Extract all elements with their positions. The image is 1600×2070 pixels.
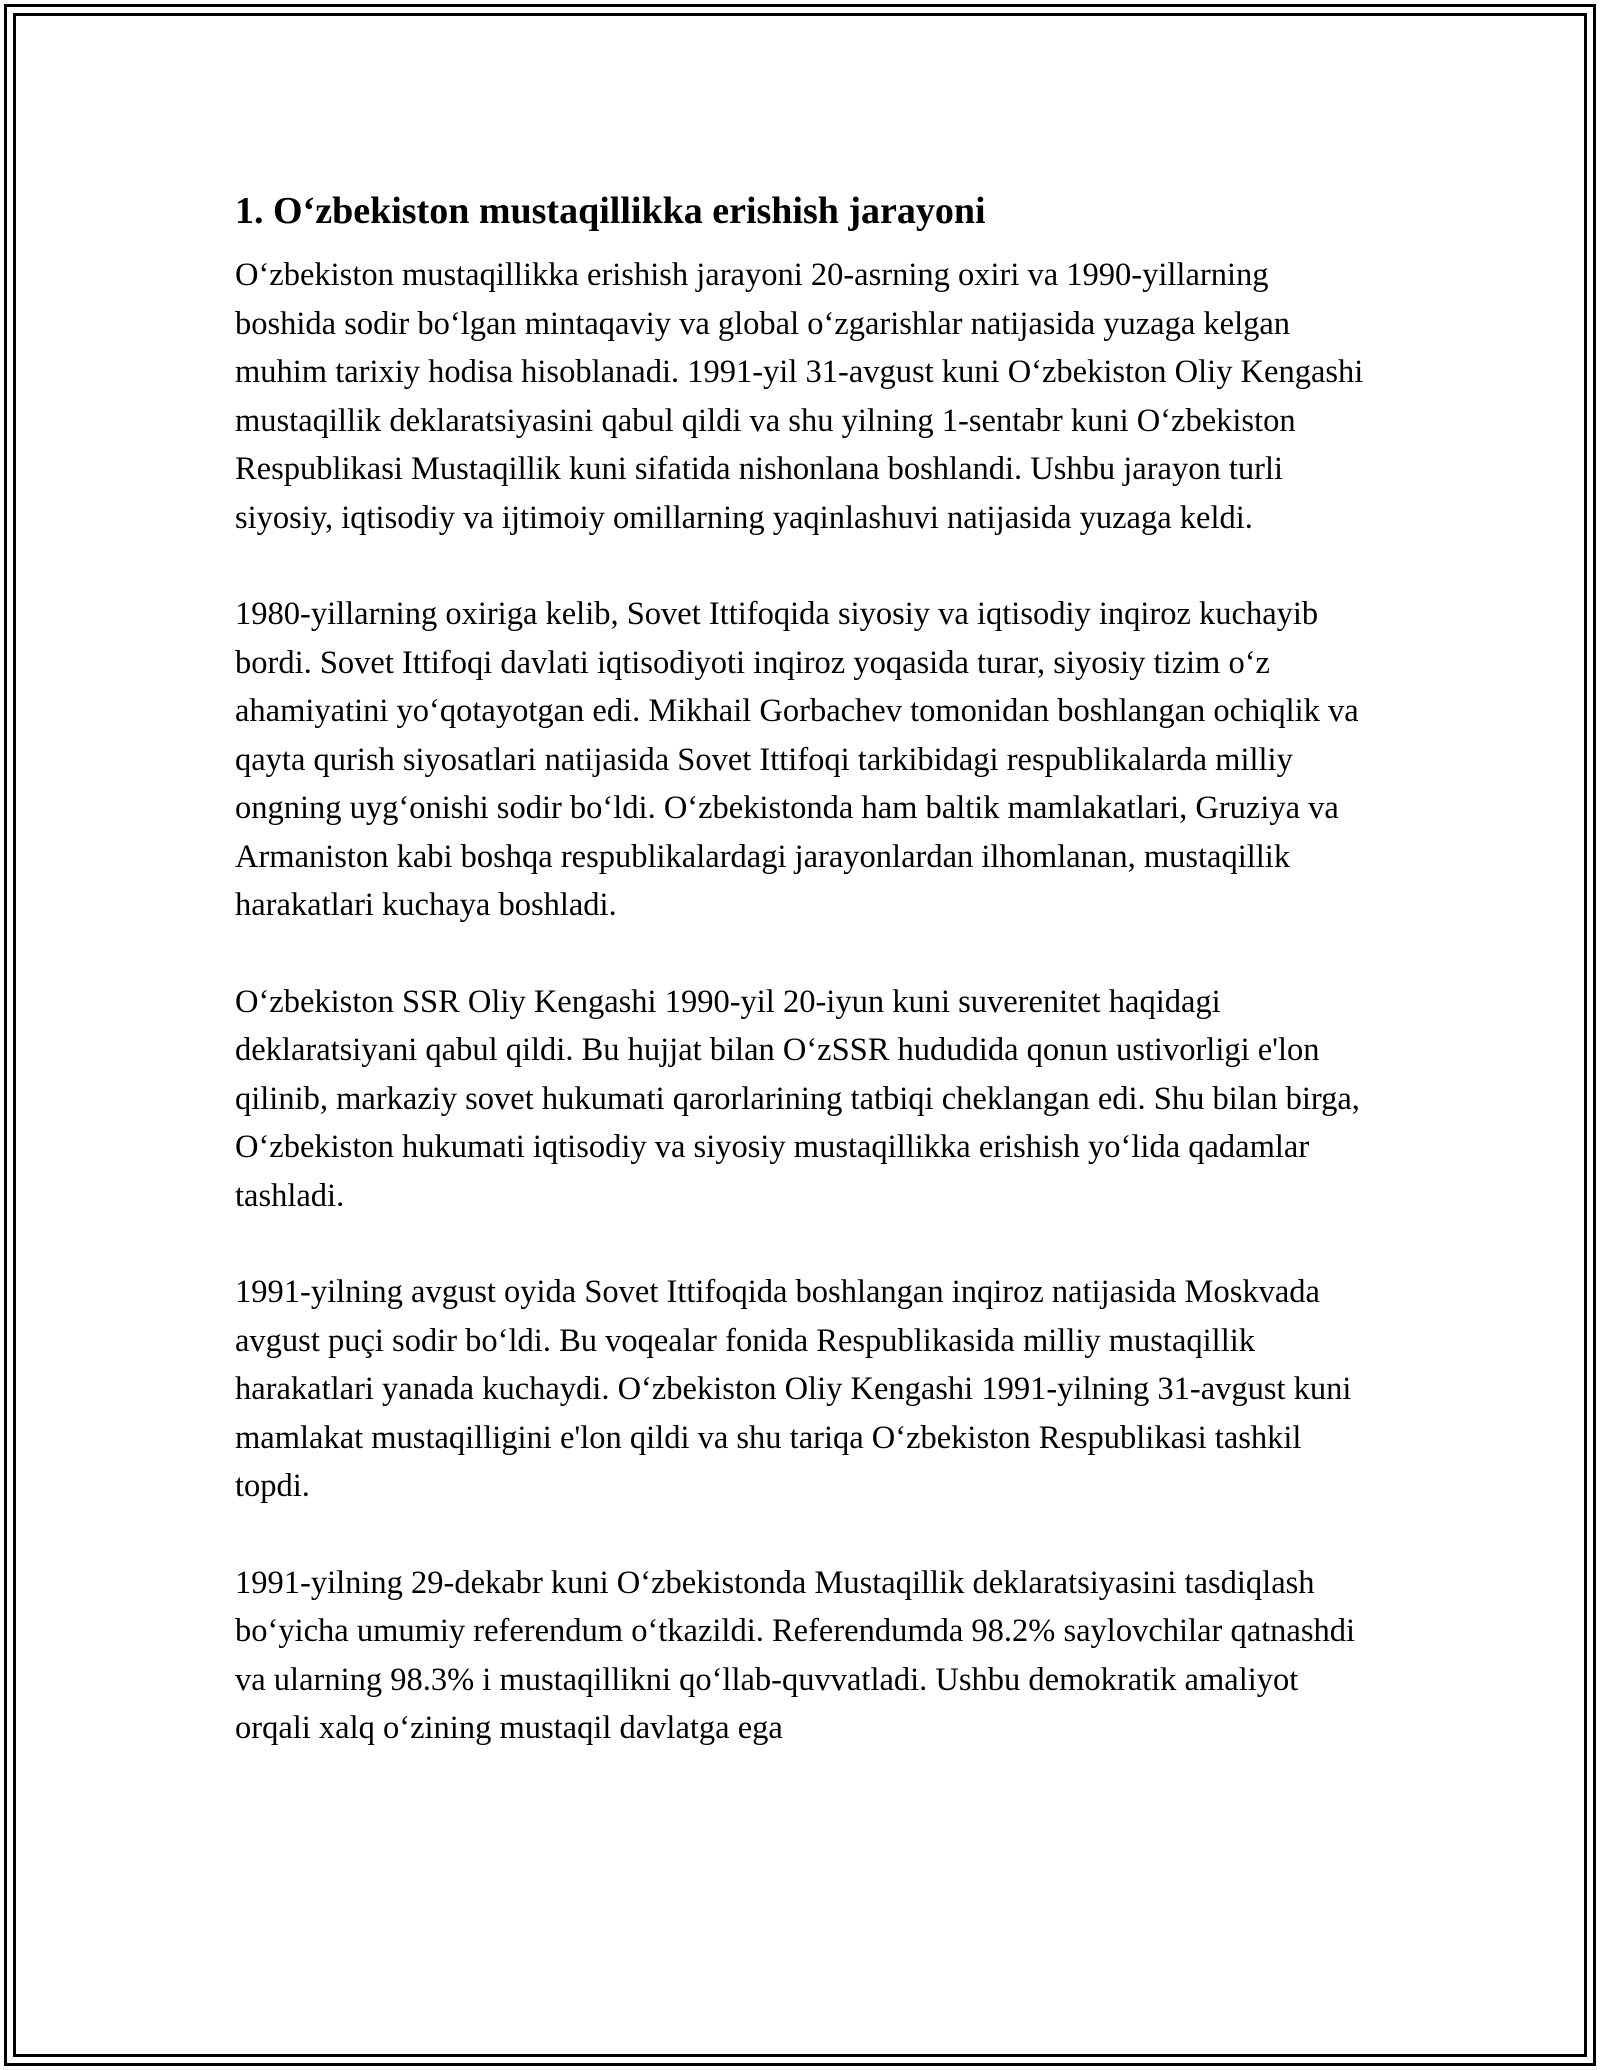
document-body bbox=[235, 185, 1375, 1801]
paragraph-2: 1980-yillarning oxiriga kelib, Sovet Ittifoqida siyosiy va iqtisodiy inqiroz kuchayib bordi. Sovet Ittifoqi davlati iqtisodiyoti inqiroz yoqasida turar, siyosiy tizim o‘z ahamiyatini yo‘qotayotgan edi. Mikhail Gorbachev tomonidan boshlangan ochiqlik va qayta qurish siyosatlari natijasida Sovet Ittifoqi tarkibidagi respublikalarda milliy ongning uyg‘onishi sodir bo‘ldi. O‘zbekistonda ham baltik mamlakatlari, Gruziya va Armaniston kabi boshqa respublikalardagi jarayonlardan ilhomlanan, mustaqillik harakatlari kuchaya boshladi. bbox=[235, 596, 1359, 923]
paragraph-5: 1991-yilning 29-dekabr kuni O‘zbekistonda Mustaqillik deklaratsiyasini tasdiqlash bo‘yicha umumiy referendum o‘tkazildi. Referendumda 98.2% saylovchilar qatnashdi va ularning 98.3% i mustaqillikni qo‘llab-quvvatladi. Ushbu demokratik amaliyot orqali xalq o‘zining mustaqil davlatga ega bbox=[235, 1564, 1355, 1746]
section-heading: 1. O‘zbekiston mustaqillikka erishish jarayoni bbox=[235, 190, 986, 232]
paragraph-4: 1991-yilning avgust oyida Sovet Ittifoqida boshlangan inqiroz natijasida Moskvada avgust puçi sodir bo‘ldi. Bu voqealar fonida Respublikasida milliy mustaqillik harakatlari yanada kuchaydi. O‘zbekiston Oliy Kengashi 1991-yilning 31-avgust kuni mamlakat mustaqilligini e'lon qildi va shu tariqa O‘zbekiston Respublikasi tashkil topdi. bbox=[235, 1274, 1352, 1504]
paragraph-1: O‘zbekiston mustaqillikka erishish jarayoni 20-asrning oxiri va 1990-yillarning boshida sodir bo‘lgan mintaqaviy va global o‘zgarishlar natijasida yuzaga kelgan muhim tarixiy hodisa hisoblanadi. 1991-yil 31-avgust kuni O‘zbekiston Oliy Kengashi mustaqillik deklaratsiyasini qabul qildi va shu yilning 1-sentabr kuni O‘zbekiston Respublikasi Mustaqillik kuni sifatida nishonlana boshlandi. Ushbu jarayon turli siyosiy, iqtisodiy va ijtimoiy omillarning yaqinlashuvi natijasida yuzaga keldi. bbox=[235, 257, 1364, 536]
paragraph-3: O‘zbekiston SSR Oliy Kengashi 1990-yil 20-iyun kuni suverenitet haqidagi deklaratsiyani qabul qildi. Bu hujjat bilan O‘zSSR hududida qonun ustivorligi e'lon qilinib, markaziy sovet hukumati qarorlarining tatbiqi cheklangan edi. Shu bilan birga, O‘zbekiston hukumati iqtisodiy va siyosiy mustaqillikka erishish yo‘lida qadamlar tashladi. bbox=[235, 983, 1360, 1214]
